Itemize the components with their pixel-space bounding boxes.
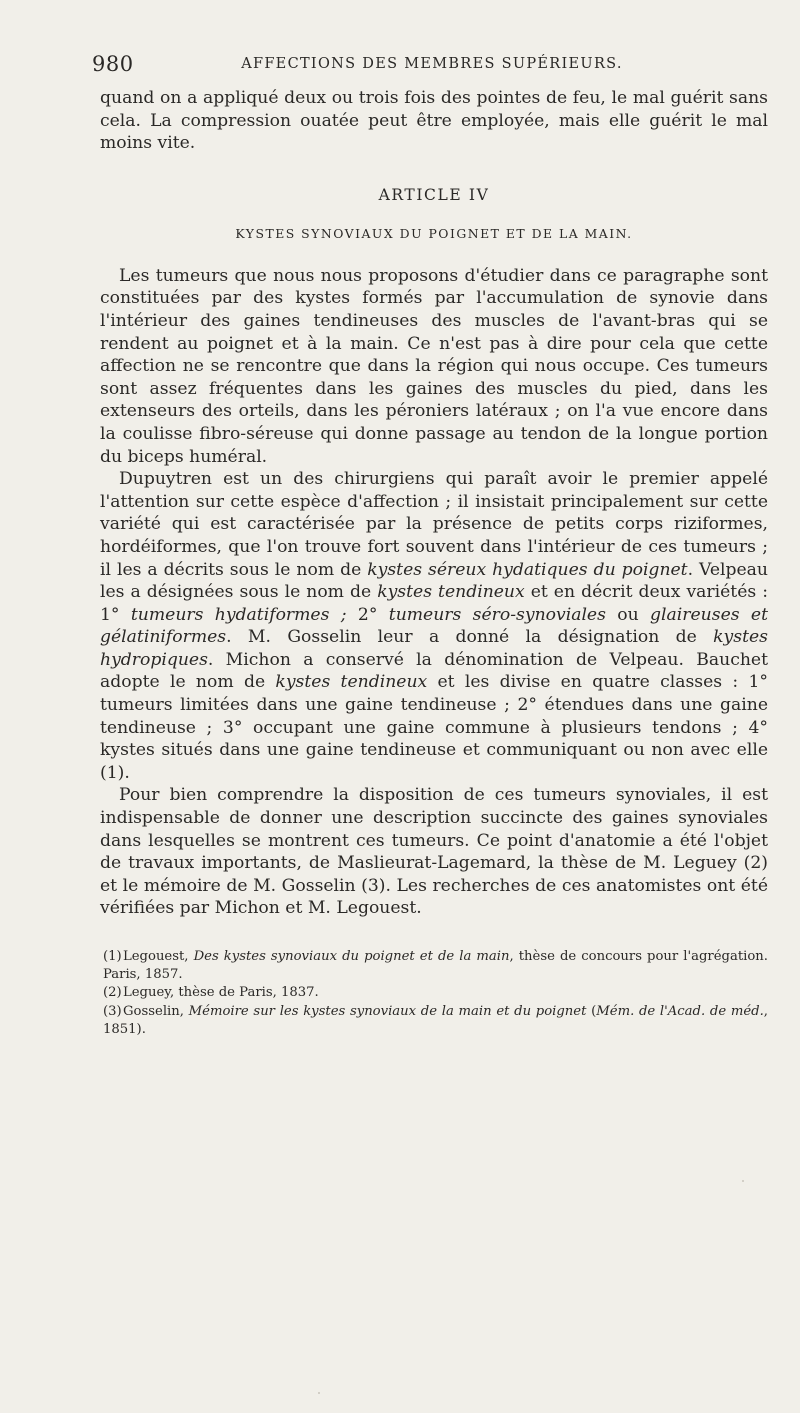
footnote-marker: (3) [103, 1003, 122, 1019]
paper-speck [742, 1180, 744, 1182]
italic-run: tumeurs séro-synoviales [388, 604, 606, 625]
text-run: Leguey, thèse de Paris, 1837. [123, 985, 319, 1001]
text-run: et en décrit deux variétés : 1° [100, 582, 768, 625]
text-run: , thèse de concours pour l'agrégation. Paris, 1857. [103, 949, 768, 983]
italic-run: kystes tendineux [377, 582, 525, 603]
italic-run: kystes tendineux [275, 672, 428, 693]
text-run: Dupuytren est un des chirurgiens qui paraît avoir le premier appelé l'attention sur cette espèce d'affection ; il insistait principalement sur cette variété qui est caractérisée par la présence de petits corps riziformes, hordéiformes, que l'on trouve fort souvent dans l'intérieur de ces tumeurs ; il les a décrits sous le nom de [100, 469, 768, 580]
paper-speck [318, 1392, 320, 1394]
text-run: 2° [346, 604, 389, 625]
footnote-1 [103, 948, 768, 984]
text-run: . Michon a conservé la dénomination de Velpeau. Bauchet adopte le nom de [100, 649, 768, 693]
text-run: . Velpeau les a désignées sous le nom de [100, 559, 769, 603]
italic-run: Mém. de l'Acad. de méd. [596, 1003, 764, 1019]
paragraph-2 [100, 468, 768, 784]
text-run: Gosselin, [123, 1003, 189, 1019]
footnote-marker: (2) [103, 985, 122, 1001]
article-subtitle: KYSTES SYNOVIAUX DU POIGNET ET DE LA MAIN. [235, 225, 633, 241]
running-head: AFFECTIONS DES MEMBRES SUPÉRIEURS. [241, 56, 623, 72]
paragraph-1: Les tumeurs que nous nous proposons d'étudier dans ce paragraphe sont constituées par des kystes formés par l'accumulation de synovie dans l'intérieur des gaines tendineuses des muscles de l'avant-bras qui se rendent au poignet et à la main. Ce n'est pas à dire pour cela que cette affection ne se rencontre que dans la région qui nous occupe. Ces tumeurs sont assez fréquentes dans les gaines des muscles du pied, dans les extenseurs des orteils, dans les péroniers latéraux ; on l'a vue encore dans la coulisse fibro-séreuse qui donne passage au tendon de la longue portion du biceps huméral. [100, 265, 768, 467]
text-run: . M. Gosselin leur a donné la désignation de [226, 627, 714, 648]
text-run: et les divise en quatre classes : 1° tumeurs limitées dans une gaine tendineuse ; 2° étendues dans une gaine tendineuse ; 3° occupant une gaine commune à plusieurs tendons ; 4° kystes situés dans une gaine tendineuse et communiquant ou non avec elle (1). [100, 672, 769, 783]
italic-run: glaireuses et gélatiniformes [100, 604, 768, 648]
text-run: , 1851). [103, 1003, 768, 1037]
text-run: ou [605, 604, 651, 625]
footnote-3 [103, 1003, 768, 1039]
text-run: ( [586, 1003, 597, 1019]
page-header [92, 52, 772, 82]
article-title: ARTICLE IV [378, 185, 490, 204]
italic-run: kystes séreux hydatiques du poignet [367, 559, 688, 580]
footnote-marker: (1) [103, 949, 122, 964]
intro-paragraph: quand on a appliqué deux ou trois fois des pointes de feu, le mal guérit sans cela. La compression ouatée peut être employée, mais elle guérit le mal moins vite. [100, 88, 768, 154]
body-text [100, 87, 768, 1039]
footnote-2 [103, 984, 768, 1002]
page-number: 980 [92, 52, 134, 76]
text-run: Legouest, [123, 949, 194, 964]
italic-run: kystes hydropiques [100, 627, 768, 670]
italic-run: Des kystes synoviaux du poignet et de la main [193, 949, 510, 964]
italic-run: Mémoire sur les kystes synoviaux de la main et du poignet [188, 1003, 587, 1019]
paragraph-3: Pour bien comprendre la disposition de ces tumeurs synoviales, il est indispensable de donner une description succincte des gaines synoviales dans lesquelles se montrent ces tumeurs. Ce point d'anatomie a été l'objet de travaux importants, de Maslieurat-Lagemard, la thèse de M. Leguey (2) et le mémoire de M. Gosselin (3). Les recherches de ces anatomistes ont été vérifiées par Michon et M. Legouest. [100, 785, 768, 919]
footnotes [100, 948, 768, 1039]
italic-run: tumeurs hydatiformes ; [130, 604, 347, 625]
